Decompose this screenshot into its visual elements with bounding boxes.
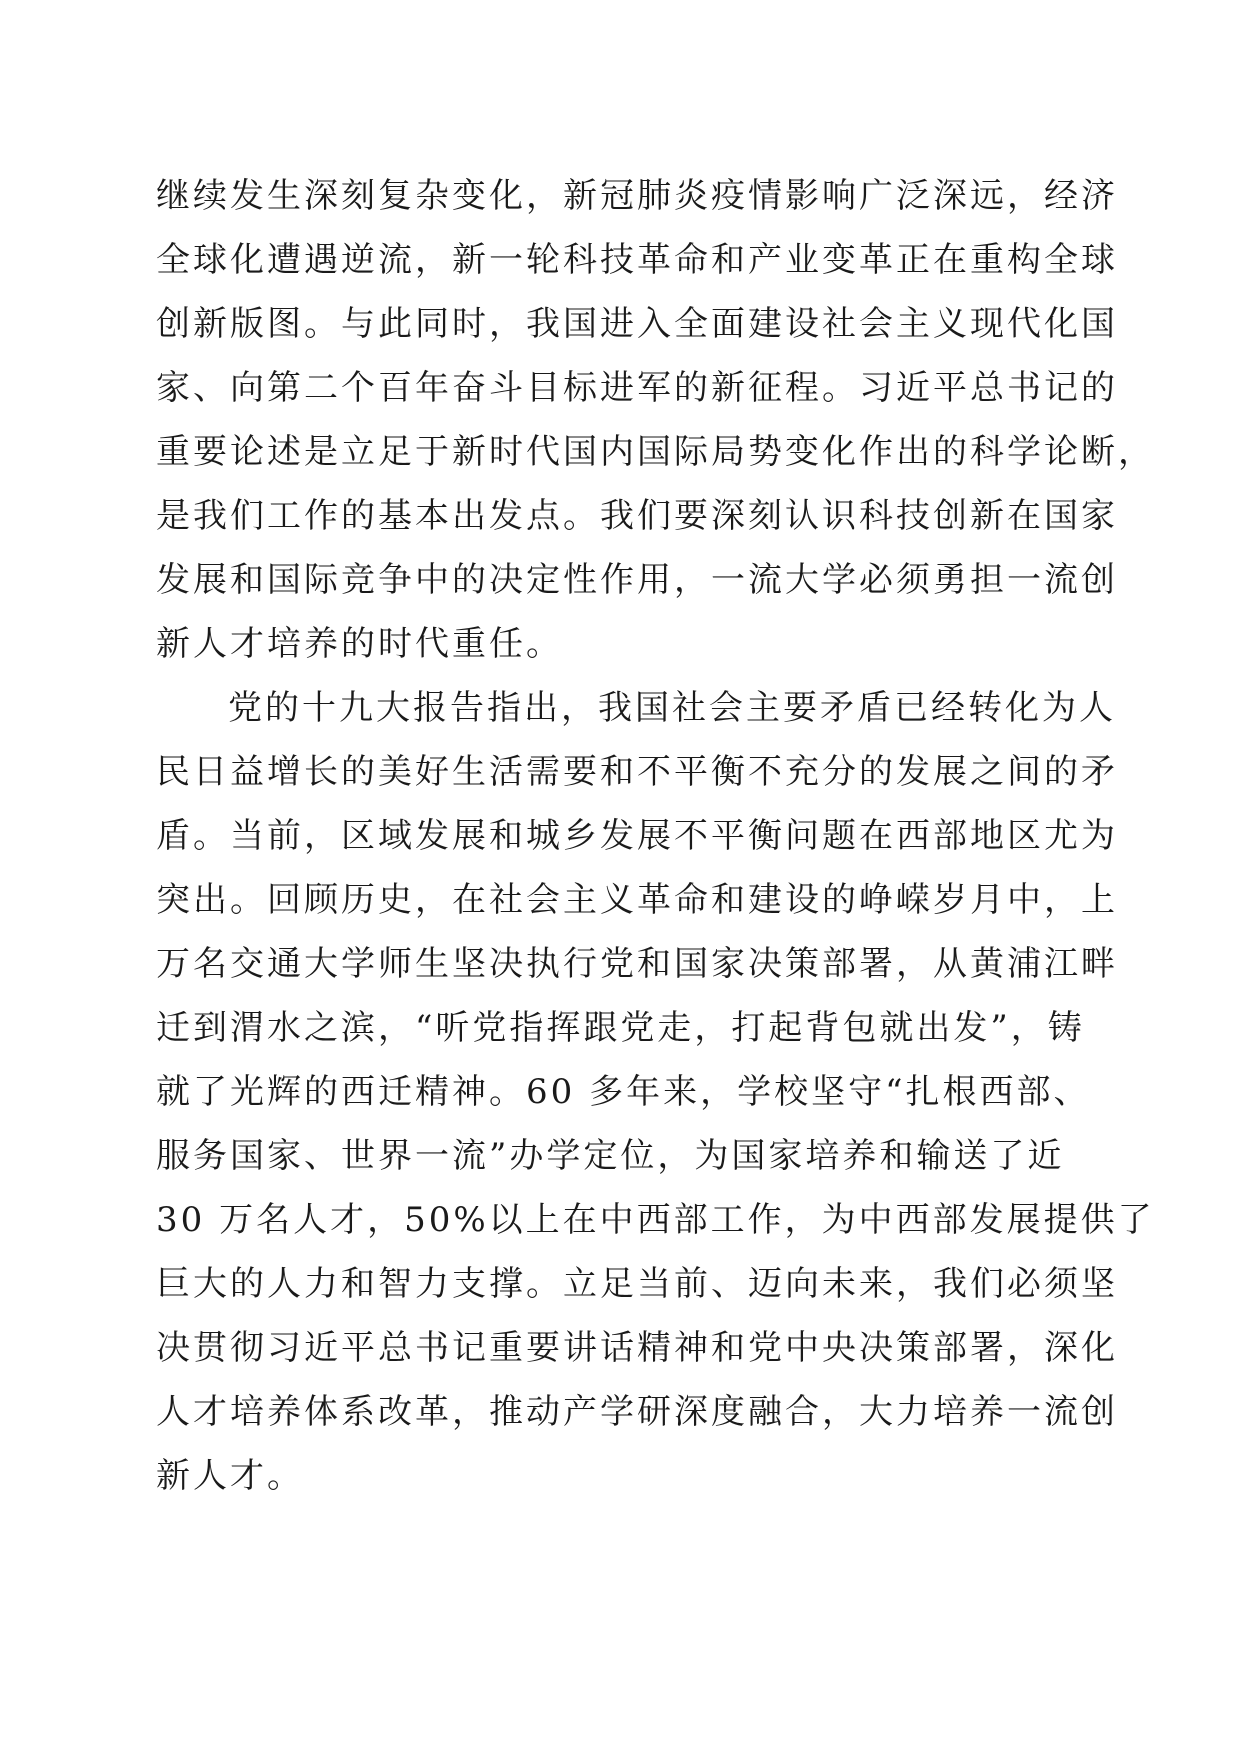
text-line: 创新版图。与此同时，我国进入全面建设社会主义现代化国 xyxy=(156,304,1118,344)
text-line: 家、向第二个百年奋斗目标进军的新征程。习近平总书记的 xyxy=(156,368,1118,408)
text-line: 重要论述是立足于新时代国内国际局势变化作出的科学论断， xyxy=(156,432,1155,472)
text-line: 迁到渭水之滨，“听党指挥跟党走，打起背包就出发”，铸 xyxy=(156,1008,1085,1048)
text-line: 人才培养体系改革，推动产学研深度融合，大力培养一流创 xyxy=(156,1392,1118,1432)
text-line: 党的十九大报告指出，我国社会主要矛盾已经转化为人 xyxy=(228,688,1116,728)
text-line: 盾。当前，区域发展和城乡发展不平衡问题在西部地区尤为 xyxy=(156,816,1118,856)
text-line: 30 万名人才，50%以上在中西部工作，为中西部发展提供了 xyxy=(156,1200,1155,1240)
text-line: 决贯彻习近平总书记重要讲话精神和党中央决策部署，深化 xyxy=(156,1328,1118,1368)
text-line: 民日益增长的美好生活需要和不平衡不充分的发展之间的矛 xyxy=(156,752,1118,792)
text-line: 新人才。 xyxy=(156,1456,304,1496)
body-text xyxy=(156,164,1155,1508)
text-line: 全球化遭遇逆流，新一轮科技革命和产业变革正在重构全球 xyxy=(156,240,1118,280)
text-line: 继续发生深刻复杂变化，新冠肺炎疫情影响广泛深远，经济 xyxy=(156,176,1118,216)
paragraph-2 xyxy=(156,676,1155,1508)
text-line: 服务国家、世界一流”办学定位，为国家培养和输送了近 xyxy=(156,1136,1065,1176)
text-line: 新人才培养的时代重任。 xyxy=(156,624,563,664)
text-line: 发展和国际竞争中的决定性作用，一流大学必须勇担一流创 xyxy=(156,560,1118,600)
text-line: 就了光辉的西迁精神。60 多年来，学校坚守“扎根西部、 xyxy=(156,1072,1091,1112)
text-line: 巨大的人力和智力支撑。立足当前、迈向未来，我们必须坚 xyxy=(156,1264,1118,1304)
text-line: 突出。回顾历史，在社会主义革命和建设的峥嵘岁月中，上 xyxy=(156,880,1118,920)
text-line: 是我们工作的基本出发点。我们要深刻认识科技创新在国家 xyxy=(156,496,1118,536)
text-line: 万名交通大学师生坚决执行党和国家决策部署，从黄浦江畔 xyxy=(156,944,1118,984)
paragraph-1 xyxy=(156,164,1155,676)
